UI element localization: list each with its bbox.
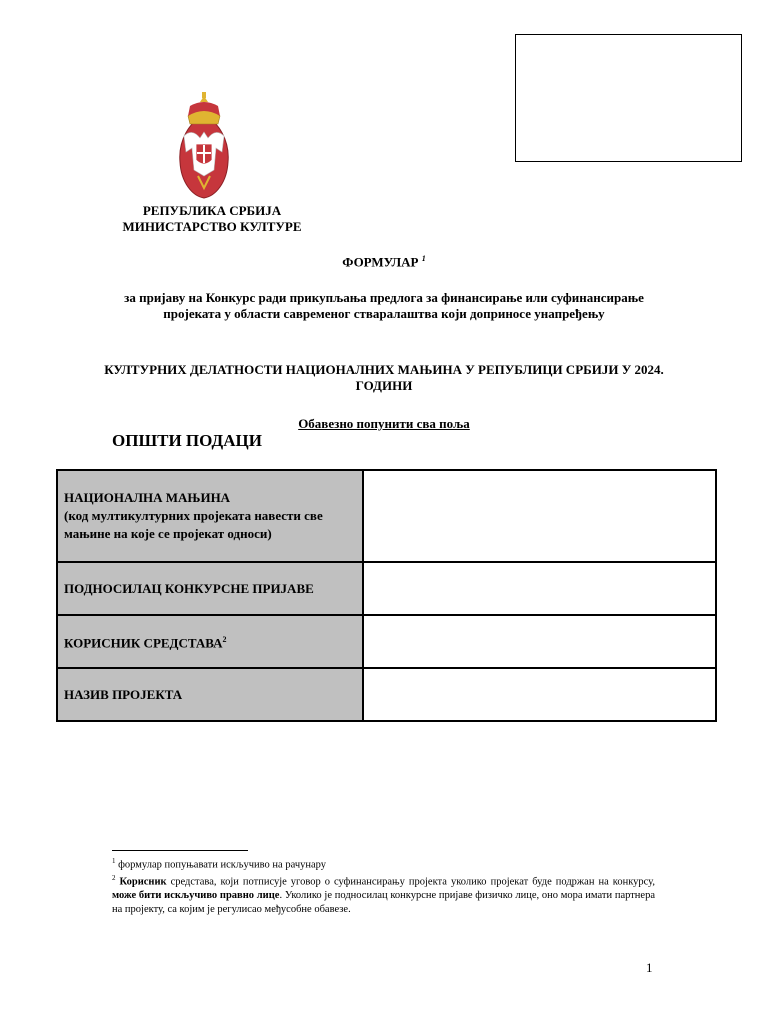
section-title: ОПШТИ ПОДАЦИ [112,431,262,450]
row-label-beneficiary [57,615,363,668]
issuer-block [110,203,314,235]
ministry-name: МИНИСТАРСТВО КУЛТУРЕ [122,219,302,234]
form-title [0,254,768,270]
applicant-input[interactable] [363,562,716,615]
footnote-2 [112,872,655,916]
serbia-coat-of-arms-icon [176,92,232,200]
general-data-table [56,469,717,722]
footnote-2-bold-start: Корисник [119,876,167,888]
country-name: РЕПУБЛИКА СРБИЈА [142,203,282,218]
row-label-national-minority [57,470,363,562]
national-minority-label: НАЦИОНАЛНА МАЊИНА [64,490,231,505]
national-minority-input[interactable] [363,470,716,562]
form-title-text: ФОРМУЛАР [342,254,419,270]
footnote-1 [112,855,655,872]
registration-stamp-box [515,34,742,162]
project-title-input[interactable] [363,668,716,721]
footnote-2-text-a: средстава, који потписује уговор о суфинансирању пројекта уколико пројекат буде подржан на конкурсу, [166,876,655,888]
table-row [57,470,716,562]
row-label-applicant: ПОДНОСИЛАЦ КОНКУРСНЕ ПРИЈАВЕ [57,562,363,615]
national-minority-hint: (код мултикултурних пројеката навести све мањине на које се пројекат односи) [64,508,323,541]
footnotes [112,855,655,916]
footnote-2-bold-mid: може бити искључиво правно лице [112,890,280,901]
footnote-separator [112,850,248,851]
beneficiary-label: КОРИСНИК СРЕДСТАВА [64,635,223,651]
footnote-1-text: формулар попуњавати искључиво на рачунару [118,859,327,871]
form-intro: за пријаву на Конкурс ради прикупљања предлога за финансирање или суфинансирање пројеката у области савременог стваралаштва који доприносе унапређењу [124,290,644,321]
table-row [57,562,716,615]
footnote-2-ref: 2 [112,874,116,882]
form-title-footnote-ref: 1 [421,254,426,263]
competition-heading: КУЛТУРНИХ ДЕЛАТНОСТИ НАЦИОНАЛНИХ МАЊИНА У РЕПУБЛИЦИ СРБИЈИ У 2024. ГОДИНИ [104,362,664,393]
table-row [57,615,716,668]
footnote-1-ref: 1 [112,857,116,865]
row-label-project-title: НАЗИВ ПРОЈЕКТА [57,668,363,721]
table-row [57,668,716,721]
beneficiary-input[interactable] [363,615,716,668]
beneficiary-footnote-ref: 2 [222,634,227,644]
mandatory-note: Обавезно попунити сва поља [298,416,470,431]
page-number: 1 [646,960,653,975]
footnote-2-text-b: . Уколико је подносилац конкурсне пријаве физичко лице, оно мора имати партнера на пројекту, са којим је регулисао међусобне обавезе. [112,890,655,915]
